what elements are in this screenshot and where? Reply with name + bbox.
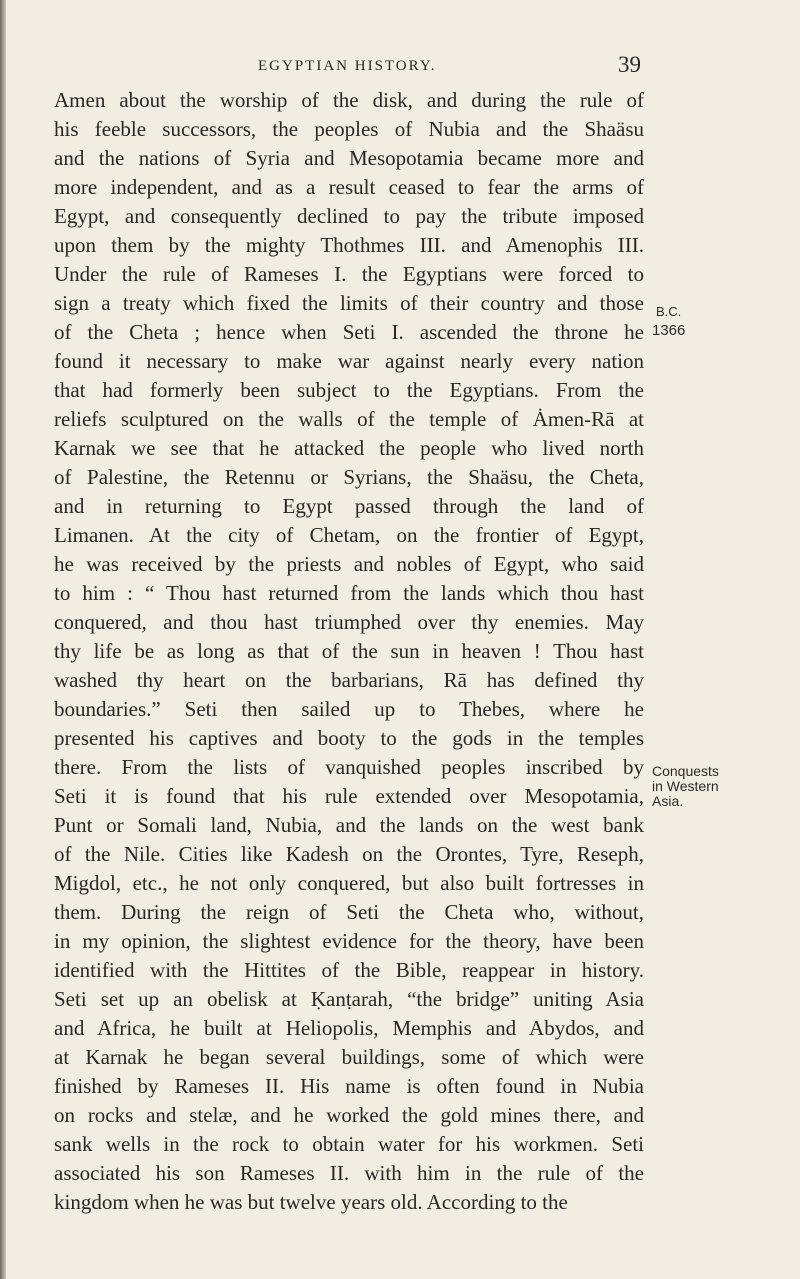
text-line: Egypt, and consequently declined to pay the tribute imposed — [54, 204, 644, 228]
text-line: at Karnak he began several buildings, some of which were — [54, 1045, 644, 1069]
running-title: EGYPTIAN HISTORY. — [258, 58, 437, 74]
text-line: more independent, and as a result ceased to fear the arms of — [54, 175, 644, 199]
text-line: Seti it is found that his rule extended over Mesopotamia, — [54, 784, 644, 808]
text-line: to him : “ Thou hast returned from the lands which thou hast — [54, 581, 644, 605]
margin-note-line: Asia. — [652, 793, 684, 809]
text-line: there. From the lists of vanquished peoples inscribed by — [54, 755, 644, 779]
text-line: sign a treaty which fixed the limits of their country and those — [54, 291, 644, 315]
text-line: them. During the reign of Seti the Cheta who, without, — [54, 900, 644, 924]
text-line: in my opinion, the slightest evidence for the theory, have been — [54, 929, 644, 953]
text-line: presented his captives and booty to the gods in the temples — [54, 726, 644, 750]
text-line: Under the rule of Rameses I. the Egyptians were forced to — [54, 262, 644, 286]
text-line: washed thy heart on the barbarians, Rā has defined thy — [54, 668, 644, 692]
text-line: Punt or Somali land, Nubia, and the lands on the west bank — [54, 813, 644, 837]
text-line: boundaries.” Seti then sailed up to Thebes, where he — [54, 697, 644, 721]
text-line: of Palestine, the Retennu or Syrians, the Shaäsu, the Cheta, — [54, 465, 644, 489]
text-line: Migdol, etc., he not only conquered, but also built fortresses in — [54, 871, 644, 895]
margin-era: B.C. — [656, 304, 682, 319]
text-line: associated his son Rameses II. with him in the rule of the — [54, 1161, 644, 1185]
text-line: Amen about the worship of the disk, and during the rule of — [54, 88, 644, 112]
text-line: and Africa, he built at Heliopolis, Memphis and Abydos, and — [54, 1016, 644, 1040]
text-line: reliefs sculptured on the walls of the temple of Ȧmen-Rā at — [54, 407, 644, 431]
text-line: and the nations of Syria and Mesopotamia became more and — [54, 146, 644, 170]
text-line: upon them by the mighty Thothmes III. and Amenophis III. — [54, 233, 644, 257]
text-line: conquered, and thou hast triumphed over thy enemies. May — [54, 610, 644, 634]
margin-year: 1366 — [652, 322, 686, 339]
margin-note-line: in Western — [652, 778, 719, 794]
text-line: his feeble successors, the peoples of Nubia and the Shaäsu — [54, 117, 644, 141]
text-line: found it necessary to make war against nearly every nation — [54, 349, 644, 373]
text-line: and in returning to Egypt passed through the land of — [54, 494, 644, 518]
text-line: Karnak we see that he attacked the people who lived north — [54, 436, 644, 460]
text-line: on rocks and stelæ, and he worked the gold mines there, and — [54, 1103, 644, 1127]
margin-note-line: Conquests — [652, 763, 719, 779]
text-line: Seti set up an obelisk at Ḳanṭarah, “the bridge” uniting Asia — [54, 987, 644, 1011]
text-line: kingdom when he was but twelve years old. According to the — [54, 1190, 568, 1214]
text-line: identified with the Hittites of the Bible, reappear in history. — [54, 958, 644, 982]
text-line: finished by Rameses II. His name is often found in Nubia — [54, 1074, 644, 1098]
text-line: he was received by the priests and nobles of Egypt, who said — [54, 552, 644, 576]
binding-edge — [0, 0, 6, 1279]
text-line: sank wells in the rock to obtain water for his workmen. Seti — [54, 1132, 644, 1156]
running-head — [0, 54, 800, 78]
page-number: 39 — [618, 52, 641, 77]
text-line: of the Cheta ; hence when Seti I. ascended the throne he — [54, 320, 644, 344]
text-line: of the Nile. Cities like Kadesh on the Orontes, Tyre, Reseph, — [54, 842, 644, 866]
text-line: thy life be as long as that of the sun in heaven ! Thou hast — [54, 639, 644, 663]
text-line: Limanen. At the city of Chetam, on the frontier of Egypt, — [54, 523, 644, 547]
text-line: that had formerly been subject to the Egyptians. From the — [54, 378, 644, 402]
